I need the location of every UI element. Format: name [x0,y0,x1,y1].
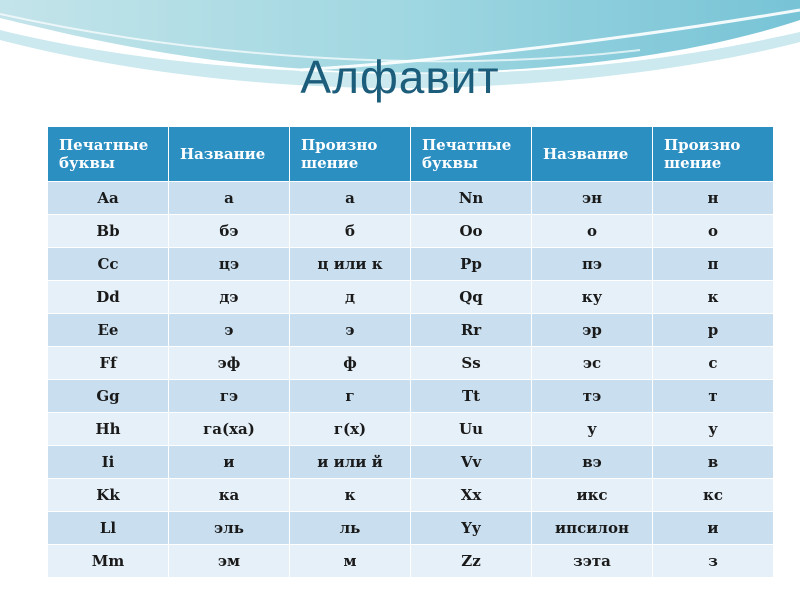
table-cell: гэ [169,380,290,413]
table-cell: Cc [48,248,169,281]
column-header-line: шение [301,154,359,172]
column-header [290,127,411,182]
table-cell: пэ [532,248,653,281]
table-cell: ф [290,347,411,380]
table-cell: эн [532,182,653,215]
table-cell: Gg [48,380,169,413]
table-row [48,479,774,512]
table-cell: г [290,380,411,413]
table-cell: к [653,281,774,314]
table-cell: Ss [411,347,532,380]
table-header-row [48,127,774,182]
table-row [48,413,774,446]
column-header-line: Название [180,145,266,163]
table-cell: м [290,545,411,578]
table-cell: икс [532,479,653,512]
table-cell: о [532,215,653,248]
table-cell: г(х) [290,413,411,446]
column-header [653,127,774,182]
table-cell: га(ха) [169,413,290,446]
column-header-line: буквы [422,154,478,172]
table-cell: бэ [169,215,290,248]
table-cell: п [653,248,774,281]
table-cell: цэ [169,248,290,281]
table-cell: ль [290,512,411,545]
table-cell: тэ [532,380,653,413]
table-cell: Aa [48,182,169,215]
table-cell: Yy [411,512,532,545]
column-header [48,127,169,182]
table-cell: в [653,446,774,479]
table-row [48,314,774,347]
column-header-line: Название [543,145,629,163]
table-cell: р [653,314,774,347]
table-cell: ипсилон [532,512,653,545]
column-header-line: Произно [301,136,378,154]
column-header [411,127,532,182]
table-row [48,380,774,413]
table-row [48,512,774,545]
table-cell: Zz [411,545,532,578]
table-cell: Rr [411,314,532,347]
table-cell: Vv [411,446,532,479]
table-cell: и или й [290,446,411,479]
table-cell: Pp [411,248,532,281]
table-cell: Oo [411,215,532,248]
table-cell: Kk [48,479,169,512]
table-cell: Bb [48,215,169,248]
table-cell: Hh [48,413,169,446]
alphabet-table [47,126,774,578]
table-cell: Ee [48,314,169,347]
table-cell: Ff [48,347,169,380]
table-cell: эс [532,347,653,380]
table-row [48,281,774,314]
table-cell: эф [169,347,290,380]
table-row [48,545,774,578]
table-cell: дэ [169,281,290,314]
table-row [48,446,774,479]
table-row [48,182,774,215]
table-cell: Xx [411,479,532,512]
table-cell: Tt [411,380,532,413]
table-cell: Nn [411,182,532,215]
column-header [169,127,290,182]
table-cell: э [169,314,290,347]
table-cell: к [290,479,411,512]
table-cell: с [653,347,774,380]
table-cell: т [653,380,774,413]
page-title: Алфавит [300,51,500,103]
table-cell: кс [653,479,774,512]
table-cell: эль [169,512,290,545]
table-row [48,347,774,380]
table-cell: зэта [532,545,653,578]
column-header-line: Печатные [422,136,512,154]
table-cell: а [169,182,290,215]
table-cell: и [653,512,774,545]
table-cell: вэ [532,446,653,479]
column-header-line: буквы [59,154,115,172]
table-cell: Dd [48,281,169,314]
table-cell: ку [532,281,653,314]
table-cell: и [169,446,290,479]
column-header-line: шение [664,154,722,172]
table-cell: а [290,182,411,215]
table-cell: Qq [411,281,532,314]
table-cell: о [653,215,774,248]
table-cell: эм [169,545,290,578]
table-cell: у [653,413,774,446]
table-row [48,215,774,248]
table-cell: з [653,545,774,578]
table-cell: у [532,413,653,446]
table-cell: ка [169,479,290,512]
table-body [48,182,774,578]
column-header-line: Печатные [59,136,149,154]
column-header-line: Произно [664,136,741,154]
table-cell: Ll [48,512,169,545]
table-cell: Mm [48,545,169,578]
table-row [48,248,774,281]
table-cell: д [290,281,411,314]
table-cell: н [653,182,774,215]
table-cell: э [290,314,411,347]
column-header [532,127,653,182]
table-cell: Uu [411,413,532,446]
table-cell: ц или к [290,248,411,281]
table-cell: б [290,215,411,248]
table-cell: эр [532,314,653,347]
table-cell: Ii [48,446,169,479]
